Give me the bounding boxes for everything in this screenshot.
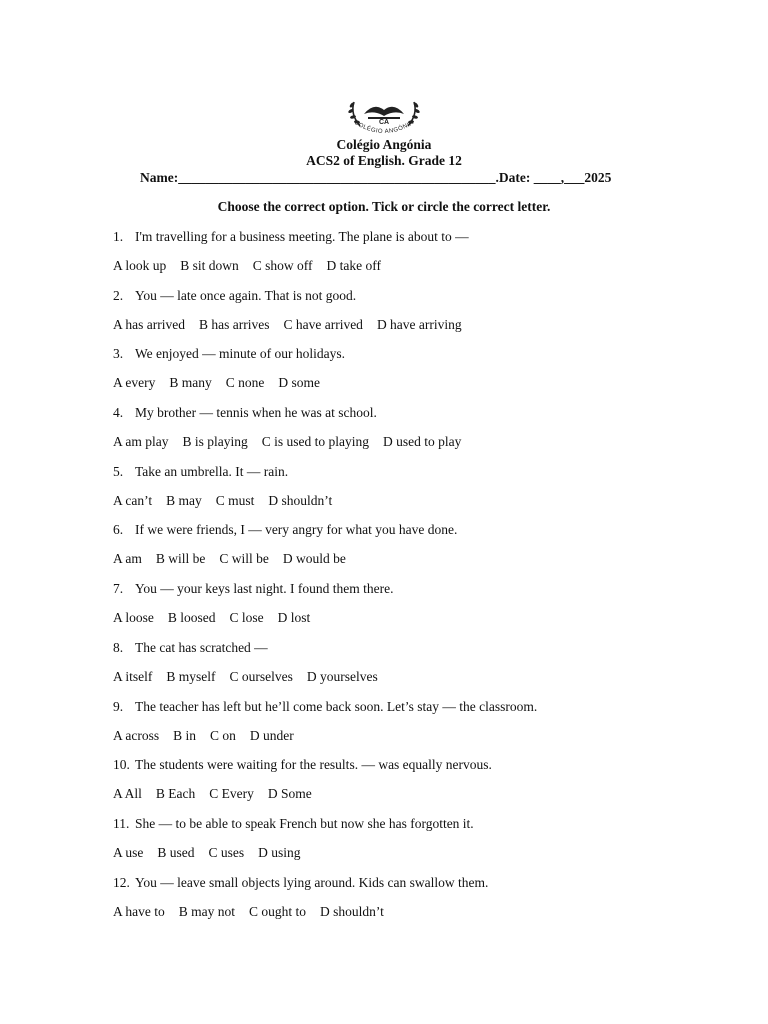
logo-initials: CA — [378, 119, 390, 126]
answer-option[interactable]: B Each — [155, 786, 196, 802]
question-prompt: I'm travelling for a business meeting. The plane is about to — — [135, 229, 469, 244]
answer-option[interactable]: A itself — [113, 668, 153, 684]
answer-option[interactable]: C lose — [229, 610, 264, 626]
question-item — [113, 346, 713, 405]
answer-option[interactable]: C on — [210, 727, 236, 743]
answer-option[interactable]: D shouldn’t — [268, 492, 333, 508]
answer-option[interactable]: A every — [113, 375, 156, 391]
instructions: Choose the correct option. Tick or circle the correct letter. — [217, 199, 551, 214]
question-number: 10. — [113, 757, 130, 773]
question-prompt: We enjoyed — minute of our holidays. — [135, 346, 345, 362]
answer-option[interactable]: B loosed — [167, 610, 216, 626]
question-number: 4. — [113, 405, 124, 421]
answer-option[interactable]: C none — [225, 375, 265, 391]
answer-options — [113, 728, 713, 744]
answer-options — [113, 434, 713, 450]
answer-option[interactable]: B has arrives — [198, 316, 270, 332]
question-prompt: The students were waiting for the results. — was equally nervous. — [135, 757, 492, 773]
question-text — [113, 288, 713, 317]
question-text — [113, 816, 713, 845]
question-text — [113, 522, 713, 551]
question-prompt: The teacher has left but he’ll come back soon. Let’s stay — the classroom. — [135, 698, 538, 714]
answer-option[interactable]: A loose — [113, 610, 154, 626]
question-text — [113, 405, 713, 434]
question-text — [113, 346, 713, 375]
answer-option[interactable]: A use — [113, 844, 144, 860]
question-item — [113, 640, 713, 699]
question-number: 2. — [113, 287, 124, 303]
answer-option[interactable]: B many — [169, 375, 212, 391]
answer-option[interactable]: C must — [215, 492, 255, 508]
answer-option[interactable]: A am — [113, 551, 142, 567]
answer-option[interactable]: D under — [249, 727, 294, 743]
answer-option[interactable]: D used to play — [383, 434, 462, 450]
question-prompt: The cat has scratched — — [135, 639, 268, 655]
answer-option[interactable]: A can’t — [113, 492, 153, 508]
answer-option[interactable]: C have arrived — [283, 316, 363, 332]
question-text — [113, 640, 713, 669]
answer-options — [113, 786, 713, 802]
logo-text: COLÉGIO ANGÓNIA — [352, 119, 416, 136]
answer-option[interactable]: D some — [278, 375, 320, 391]
question-number: 9. — [113, 698, 124, 714]
question-text — [113, 875, 713, 904]
answer-option[interactable]: D would be — [282, 551, 346, 567]
answer-option[interactable]: A have to — [113, 903, 165, 919]
question-prompt: Take an umbrella. It — rain. — [135, 463, 289, 479]
answer-options — [113, 317, 713, 333]
answer-option[interactable]: A look up — [113, 258, 167, 273]
question-number: 6. — [113, 522, 124, 538]
answer-options — [113, 610, 713, 626]
answer-options — [113, 669, 713, 685]
exam-title: ACS2 of English. Grade 12 — [306, 153, 462, 168]
answer-option[interactable]: B used — [157, 844, 195, 860]
school-name: Colégio Angónia — [336, 137, 432, 152]
question-text — [113, 581, 713, 610]
question-item — [113, 699, 713, 758]
question-list — [113, 229, 713, 933]
question-prompt: She — to be able to speak French but now she has forgotten it. — [135, 815, 474, 831]
answer-option[interactable]: D Some — [267, 786, 312, 802]
answer-option[interactable]: B in — [173, 727, 197, 743]
question-number: 11. — [113, 815, 130, 831]
question-item — [113, 816, 713, 875]
answer-option[interactable]: D lost — [277, 610, 311, 626]
question-prompt: You — leave small objects lying around. Kids can swallow them. — [135, 874, 489, 890]
question-item — [113, 288, 713, 347]
question-text — [113, 699, 713, 728]
question-prompt: You — late once again. That is not good. — [135, 287, 357, 303]
answer-option[interactable]: B may — [166, 492, 202, 508]
answer-option[interactable]: A All — [113, 786, 142, 802]
question-item — [113, 229, 713, 288]
question-number: 1. — [113, 229, 124, 244]
name-date-line: Name:_______________________________________________.Date: ____,___2025 — [140, 170, 612, 185]
question-prompt: My brother — tennis when he was at school. — [135, 405, 377, 421]
question-item — [113, 464, 713, 523]
answer-option[interactable]: B sit down — [180, 258, 239, 273]
question-item — [113, 875, 713, 934]
answer-option[interactable]: D using — [258, 844, 301, 860]
answer-options — [113, 845, 713, 861]
answer-option[interactable]: C Every — [209, 786, 254, 802]
question-prompt: If we were friends, I — very angry for what you have done. — [135, 522, 458, 538]
answer-options — [113, 375, 713, 391]
answer-option[interactable]: B is playing — [182, 434, 248, 450]
answer-option[interactable]: B may not — [178, 903, 235, 919]
answer-option[interactable]: A across — [113, 727, 160, 743]
answer-option[interactable]: B will be — [155, 551, 206, 567]
answer-option[interactable]: D yourselves — [306, 668, 378, 684]
answer-options — [113, 258, 713, 274]
answer-options — [113, 904, 713, 920]
answer-option[interactable]: D take off — [326, 258, 382, 273]
answer-option[interactable]: C uses — [208, 844, 245, 860]
question-number: 3. — [113, 346, 124, 362]
answer-option[interactable]: A has arrived — [113, 316, 185, 332]
question-item — [113, 405, 713, 464]
answer-option[interactable]: B myself — [166, 668, 216, 684]
question-number: 5. — [113, 463, 124, 479]
answer-option[interactable]: C will be — [219, 551, 269, 567]
question-prompt: You — your keys last night. I found them there. — [135, 581, 394, 597]
answer-option[interactable]: C is used to playing — [261, 434, 370, 450]
question-text — [113, 229, 713, 258]
question-item — [113, 581, 713, 640]
question-text — [113, 464, 713, 493]
answer-options — [113, 493, 713, 509]
school-logo — [340, 92, 428, 140]
question-number: 12. — [113, 874, 130, 890]
question-item — [113, 522, 713, 581]
question-number: 7. — [113, 581, 124, 597]
answer-option[interactable]: D shouldn’t — [320, 903, 384, 919]
answer-options — [113, 551, 713, 567]
question-text — [113, 757, 713, 786]
answer-option[interactable]: C ought to — [249, 903, 307, 919]
question-number: 8. — [113, 639, 124, 655]
answer-option[interactable]: C ourselves — [229, 668, 293, 684]
answer-option[interactable]: C show off — [252, 258, 313, 273]
answer-option[interactable]: A am play — [113, 434, 169, 450]
question-item — [113, 757, 713, 816]
answer-option[interactable]: D have arriving — [376, 316, 462, 332]
